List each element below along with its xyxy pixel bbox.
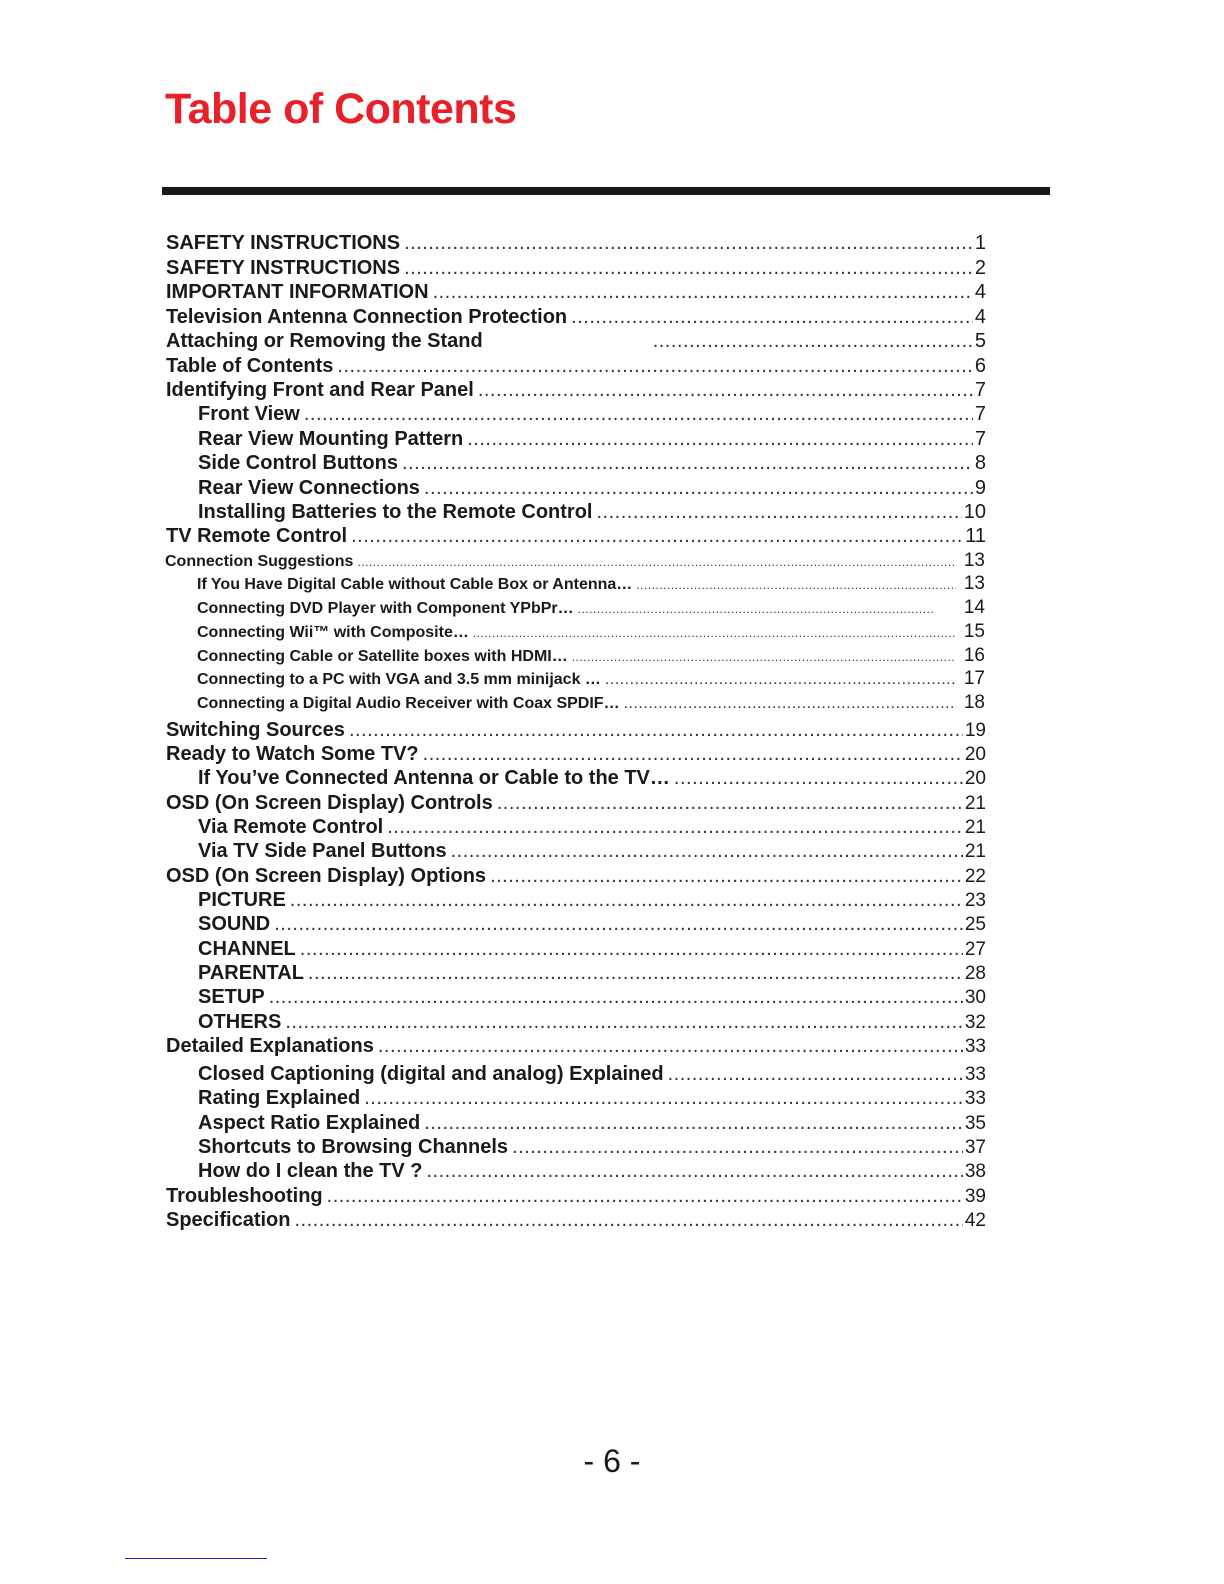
toc-entry-page: 42 — [964, 1210, 986, 1231]
toc-entry-page: 19 — [964, 720, 986, 741]
toc-entry-page: 17 — [963, 668, 985, 689]
toc-entry-label: Front View — [198, 403, 300, 425]
toc-entry[interactable] — [198, 987, 986, 1007]
toc-leader — [478, 380, 973, 400]
toc-entry[interactable] — [198, 817, 986, 837]
toc-entry[interactable] — [166, 258, 986, 278]
toc-entry-label: Detailed Explanations — [166, 1035, 374, 1057]
toc-leader — [349, 720, 963, 740]
page-title: Table of Contents — [165, 85, 517, 133]
toc-entry-page: 2 — [974, 257, 986, 279]
toc-entry-label: Aspect Ratio Explained — [198, 1112, 421, 1134]
toc-entry-page: 5 — [974, 330, 986, 352]
toc-entry-label: Specification — [166, 1209, 291, 1231]
toc-entry[interactable] — [166, 720, 986, 740]
toc-entry[interactable] — [198, 768, 986, 788]
toc-leader — [285, 1012, 963, 1032]
toc-entry[interactable] — [197, 669, 985, 688]
toc-leader — [490, 866, 963, 886]
toc-entry[interactable] — [198, 1064, 986, 1084]
toc-leader — [404, 233, 973, 253]
toc-entry-page: 10 — [963, 501, 986, 523]
toc-entry-page: 1 — [974, 232, 986, 254]
toc-leader — [351, 526, 963, 546]
toc-entry-label: Troubleshooting — [166, 1185, 323, 1207]
toc-entry-label: PICTURE — [198, 889, 286, 911]
toc-leader — [423, 744, 963, 764]
toc-leader — [578, 603, 934, 615]
toc-entry[interactable] — [166, 331, 986, 351]
toc-entry-label: OSD (On Screen Display) Options — [166, 865, 487, 887]
toc-entry-label: Via Remote Control — [198, 816, 384, 838]
toc-entry-page: 20 — [964, 744, 986, 765]
toc-entry[interactable] — [166, 1036, 986, 1056]
toc-leader — [433, 282, 973, 302]
toc-entry-page: 9 — [974, 477, 986, 499]
page-number: - 6 - — [583, 1443, 641, 1479]
toc-entry[interactable] — [198, 478, 986, 498]
toc-entry[interactable] — [166, 793, 986, 813]
toc-entry[interactable] — [198, 914, 986, 934]
toc-entry-label: Table of Contents — [166, 355, 334, 377]
toc-entry-page: 13 — [963, 573, 985, 594]
toc-entry[interactable] — [166, 356, 986, 376]
toc-entry-label: Television Antenna Connection Protection — [166, 306, 568, 328]
toc-entry-page: 21 — [964, 817, 986, 838]
toc-entry-page: 33 — [964, 1036, 986, 1057]
toc-entry[interactable] — [166, 233, 986, 253]
toc-entry[interactable] — [198, 1161, 986, 1181]
toc-entry[interactable] — [166, 307, 986, 327]
toc-entry-page: 35 — [964, 1113, 986, 1134]
toc-entry[interactable] — [197, 622, 985, 641]
toc-entry-page: 15 — [963, 621, 985, 642]
toc-entry-page: 30 — [964, 987, 986, 1008]
toc-leader — [304, 404, 973, 424]
toc-entry-label: Connecting a Digital Audio Receiver with Coax SPDIF… — [197, 695, 620, 712]
toc-entry[interactable] — [198, 502, 986, 522]
toc-entry-label: SETUP — [198, 986, 265, 1008]
toc-entry-label: IMPORTANT INFORMATION — [166, 281, 429, 303]
toc-entry[interactable] — [197, 646, 985, 665]
toc-entry[interactable] — [198, 963, 986, 983]
toc-entry-label: Rear View Mounting Pattern — [198, 428, 464, 450]
toc-leader — [467, 429, 973, 449]
toc-entry[interactable] — [166, 380, 986, 400]
toc-leader — [636, 579, 956, 591]
toc-leader — [605, 672, 956, 688]
toc-entry[interactable] — [198, 939, 986, 959]
toc-leader — [357, 556, 955, 568]
toc-entry-label: Closed Captioning (digital and analog) Explained — [198, 1063, 664, 1085]
toc-entry-page: 37 — [964, 1137, 986, 1158]
toc-leader — [294, 1210, 962, 1230]
toc-entry-label: Connection Suggestions — [165, 553, 354, 570]
toc-entry-page: 8 — [974, 452, 986, 474]
toc-entry-page: 21 — [964, 793, 986, 814]
toc-entry-page: 39 — [964, 1186, 986, 1207]
toc-leader — [337, 356, 972, 376]
toc-entry[interactable] — [198, 453, 986, 473]
toc-leader — [300, 939, 963, 959]
toc-entry[interactable] — [197, 574, 985, 593]
toc-leader — [674, 768, 963, 788]
toc-entry-page: 16 — [963, 645, 985, 666]
toc-entry-label: OSD (On Screen Display) Controls — [166, 792, 493, 814]
toc-leader — [473, 627, 956, 639]
toc-entry[interactable] — [198, 429, 986, 449]
footer-rule — [125, 1558, 267, 1559]
toc-entry-label: CHANNEL — [198, 938, 296, 960]
toc-leader — [571, 307, 973, 327]
toc-entry[interactable] — [166, 282, 986, 302]
toc-entry-label: Rear View Connections — [198, 477, 420, 499]
toc-entry-label: Connecting Wii™ with Composite… — [197, 624, 469, 641]
toc-entry-page: 11 — [965, 525, 986, 547]
toc-entry-page: 38 — [964, 1161, 986, 1182]
toc-entry-page: 7 — [974, 403, 986, 425]
toc-entry[interactable] — [197, 693, 985, 712]
toc-entry-label: Rating Explained — [198, 1087, 361, 1109]
toc-entry-page: 7 — [974, 428, 986, 450]
toc-entry-page: 27 — [964, 939, 986, 960]
toc-entry-page: 7 — [974, 379, 986, 401]
toc-entry-page: 6 — [974, 355, 986, 377]
toc-entry[interactable] — [197, 598, 985, 617]
toc-entry-page: 32 — [964, 1012, 986, 1033]
toc-leader — [596, 502, 961, 522]
toc-entry[interactable] — [166, 744, 986, 764]
toc-entry-page: 14 — [963, 597, 985, 618]
toc-entry-page: 33 — [964, 1088, 986, 1109]
toc-entry-label: SOUND — [198, 913, 271, 935]
toc-entry[interactable] — [166, 866, 986, 886]
toc-entry[interactable] — [198, 1012, 986, 1032]
toc-entry-page: 28 — [964, 963, 986, 984]
toc-leader — [327, 1186, 963, 1206]
toc-entry-page: 25 — [964, 914, 986, 935]
toc-leader — [424, 478, 973, 498]
toc-entry-page: 13 — [963, 550, 985, 571]
toc-entry-label: Attaching or Removing the Stand — [166, 330, 483, 352]
toc-entry-label: Side Control Buttons — [198, 452, 398, 474]
toc-leader — [624, 696, 956, 712]
toc-leader — [269, 987, 963, 1007]
toc-leader — [653, 331, 973, 351]
toc-leader — [402, 453, 973, 473]
toc-entry-page: 4 — [974, 281, 986, 303]
toc-entry-label: If You’ve Connected Antenna or Cable to the TV… — [198, 767, 670, 789]
toc-entry-page: 22 — [964, 866, 986, 887]
toc-leader — [364, 1088, 963, 1108]
toc-entry-label: Connecting Cable or Satellite boxes with HDMI… — [197, 648, 568, 665]
toc-entry-label: Ready to Watch Some TV? — [166, 743, 419, 765]
toc-leader — [497, 793, 963, 813]
toc-leader — [424, 1113, 963, 1133]
toc-entry-label: OTHERS — [198, 1011, 282, 1033]
toc-entry-page: 4 — [974, 306, 986, 328]
toc-entry-page: 21 — [964, 841, 986, 862]
toc-entry[interactable] — [198, 841, 986, 861]
toc-entry[interactable] — [166, 1210, 986, 1230]
toc-leader — [404, 258, 973, 278]
toc-entry-label: How do I clean the TV ? — [198, 1160, 423, 1182]
toc-leader — [308, 963, 963, 983]
toc-entry-label: Installing Batteries to the Remote Control — [198, 501, 593, 523]
toc-entry-label: Switching Sources — [166, 719, 345, 741]
toc-entry-label: Shortcuts to Browsing Channels — [198, 1136, 509, 1158]
toc-leader — [451, 841, 963, 861]
toc-entry-page: 20 — [964, 768, 986, 789]
toc-entry[interactable] — [198, 1137, 986, 1157]
toc-entry-label: Identifying Front and Rear Panel — [166, 379, 474, 401]
toc-leader — [290, 890, 963, 910]
toc-entry-label: Connecting DVD Player with Component YPbPr… — [197, 600, 574, 617]
toc-entry-label: Connecting to a PC with VGA and 3.5 mm minijack … — [197, 671, 601, 688]
toc-entry-label: If You Have Digital Cable without Cable Box or Antenna… — [197, 576, 633, 593]
toc-leader — [274, 914, 963, 934]
toc-leader — [572, 651, 956, 663]
toc-entry[interactable] — [198, 404, 986, 424]
toc-entry[interactable] — [198, 1113, 986, 1133]
toc-leader — [668, 1064, 963, 1084]
toc-entry-label: TV Remote Control — [166, 525, 348, 547]
toc-leader — [426, 1161, 962, 1181]
toc-entry[interactable] — [165, 551, 985, 570]
toc-entry-page: 18 — [963, 692, 985, 713]
toc-entry[interactable] — [166, 526, 986, 546]
toc-entry[interactable] — [166, 1186, 986, 1206]
toc-entry-page: 33 — [964, 1064, 986, 1085]
toc-entry[interactable] — [198, 1088, 986, 1108]
toc-entry-page: 23 — [964, 890, 986, 911]
toc-leader — [378, 1036, 963, 1056]
toc-entry[interactable] — [198, 890, 986, 910]
toc-entry-label: SAFETY INSTRUCTIONS — [166, 257, 401, 279]
toc-entry-label: PARENTAL — [198, 962, 304, 984]
toc-leader — [387, 817, 963, 837]
toc-entry-label: Via TV Side Panel Buttons — [198, 840, 447, 862]
toc-leader — [512, 1137, 963, 1157]
toc-entry-label: SAFETY INSTRUCTIONS — [166, 232, 401, 254]
